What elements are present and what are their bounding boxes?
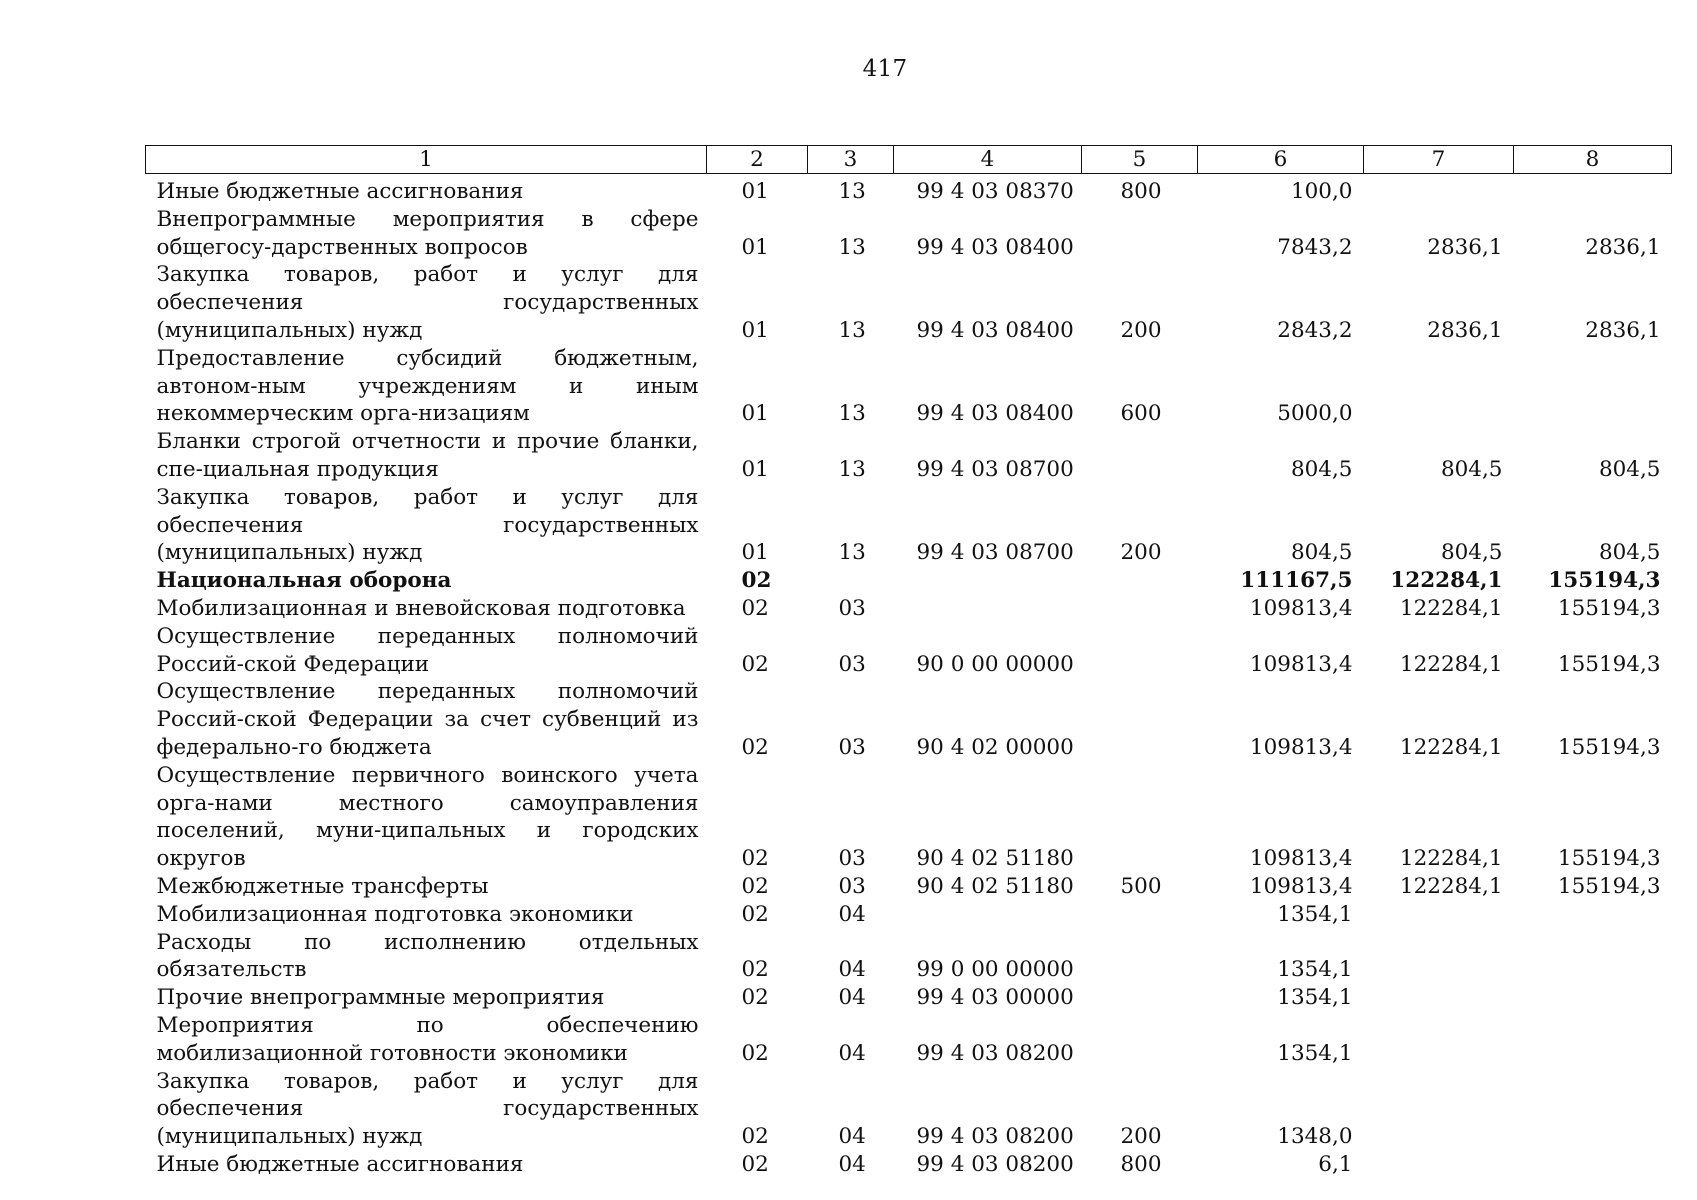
row-section: 01 xyxy=(741,317,769,343)
row-section: 02 xyxy=(741,568,772,594)
row-target-article: 99 4 03 08370 xyxy=(916,179,1074,204)
row-expense-type xyxy=(1082,595,1198,623)
row-section: 02 xyxy=(741,595,769,621)
row-name: Закупка товаров, работ и услуг для обеспечения государственных (муниципальных) нужд xyxy=(156,1068,699,1150)
row-target-article xyxy=(894,901,1082,929)
row-amount-6: 1354,1 xyxy=(1277,1040,1353,1066)
row-target-article: 99 4 03 08200 xyxy=(916,1040,1074,1066)
table-row xyxy=(146,901,1672,929)
row-target-article: 90 4 02 51180 xyxy=(916,846,1074,872)
row-subsection: 03 xyxy=(838,734,866,760)
row-amount-8 xyxy=(1514,345,1672,428)
row-amount-7: 122284,1 xyxy=(1399,873,1503,899)
row-amount-6: 109813,4 xyxy=(1249,734,1353,760)
page-number: 417 xyxy=(862,56,908,82)
row-amount-6: 1354,1 xyxy=(1277,957,1353,983)
row-amount-8: 804,5 xyxy=(1598,540,1661,566)
row-amount-8 xyxy=(1514,1068,1672,1151)
row-name: Осуществление первичного воинского учета орга-нами местного самоуправления поселений, муни-ципальных и городских округов xyxy=(156,762,699,872)
row-subsection: 03 xyxy=(838,595,866,621)
row-name: Закупка товаров, работ и услуг для обеспечения государственных (муниципальных) нужд xyxy=(156,484,699,566)
row-section: 02 xyxy=(741,651,769,677)
table-row xyxy=(146,762,1672,873)
row-amount-8 xyxy=(1514,174,1672,206)
row-amount-7: 122284,1 xyxy=(1399,734,1503,760)
table-row xyxy=(146,484,1672,567)
table-row xyxy=(146,678,1672,761)
row-expense-type: 200 xyxy=(1120,540,1162,566)
row-amount-8: 155194,3 xyxy=(1557,595,1661,621)
row-amount-6: 5000,0 xyxy=(1277,401,1353,427)
row-target-article: 99 4 03 08700 xyxy=(916,540,1074,566)
row-subsection: 04 xyxy=(838,1040,866,1066)
row-amount-8: 155194,3 xyxy=(1557,651,1661,677)
budget-table xyxy=(145,145,1672,1179)
row-amount-6: 1348,0 xyxy=(1277,1124,1353,1150)
header-row xyxy=(146,146,1672,174)
header-col-4: 4 xyxy=(894,146,1082,174)
row-name: Мероприятия по обеспечению мобилизационной готовности экономики xyxy=(156,1012,699,1066)
row-target-article: 90 4 02 00000 xyxy=(916,734,1074,760)
row-amount-7: 122284,1 xyxy=(1399,651,1503,677)
row-section: 01 xyxy=(741,456,769,482)
row-expense-type: 200 xyxy=(1120,1124,1162,1150)
row-subsection: 13 xyxy=(838,234,866,260)
header-col-5: 5 xyxy=(1082,146,1198,174)
row-expense-type xyxy=(1082,567,1198,595)
header-col-1: 1 xyxy=(146,146,707,174)
row-amount-7 xyxy=(1364,984,1514,1012)
row-amount-7: 122284,1 xyxy=(1399,595,1503,621)
row-amount-7: 804,5 xyxy=(1440,540,1503,566)
row-amount-7: 122284,1 xyxy=(1390,568,1503,594)
row-subsection: 13 xyxy=(838,540,866,566)
row-amount-8: 155194,3 xyxy=(1548,568,1661,594)
row-expense-type xyxy=(1082,678,1198,761)
row-name: Иные бюджетные ассигнования xyxy=(156,179,524,204)
row-amount-7 xyxy=(1364,345,1514,428)
row-name: Осуществление переданных полномочий Россий-ской Федерации xyxy=(156,623,699,677)
row-target-article: 99 4 03 00000 xyxy=(916,985,1074,1011)
row-name: Национальная оборона xyxy=(156,568,452,594)
row-subsection: 03 xyxy=(838,651,866,677)
row-subsection: 03 xyxy=(838,846,866,872)
row-section: 02 xyxy=(741,901,769,927)
header-col-6: 6 xyxy=(1198,146,1364,174)
row-amount-8: 804,5 xyxy=(1598,456,1661,482)
table-row xyxy=(146,428,1672,484)
row-expense-type xyxy=(1082,428,1198,484)
row-amount-8: 155194,3 xyxy=(1557,873,1661,899)
row-subsection: 13 xyxy=(838,456,866,482)
row-name: Осуществление переданных полномочий Россий-ской Федерации за счет субвенций из федерально-го бюджета xyxy=(156,679,699,760)
row-amount-7 xyxy=(1364,174,1514,206)
row-expense-type xyxy=(1082,762,1198,873)
row-amount-6: 109813,4 xyxy=(1249,846,1353,872)
row-section: 01 xyxy=(741,179,769,204)
row-expense-type: 800 xyxy=(1120,1151,1162,1177)
row-expense-type xyxy=(1082,206,1198,262)
row-amount-6: 2843,2 xyxy=(1277,317,1353,343)
row-target-article: 90 0 00 00000 xyxy=(916,651,1074,677)
row-target-article: 99 4 03 08400 xyxy=(916,401,1074,427)
row-amount-8 xyxy=(1514,1151,1672,1179)
table-row xyxy=(146,595,1672,623)
row-subsection: 04 xyxy=(838,985,866,1011)
row-amount-6: 1354,1 xyxy=(1277,985,1353,1011)
row-expense-type xyxy=(1082,929,1198,985)
row-expense-type xyxy=(1082,623,1198,679)
table-header xyxy=(146,146,1672,174)
row-amount-8 xyxy=(1514,1012,1672,1068)
row-amount-8 xyxy=(1514,901,1672,929)
row-target-article: 99 0 00 00000 xyxy=(916,957,1074,983)
row-subsection: 03 xyxy=(838,873,866,899)
row-section: 02 xyxy=(741,873,769,899)
row-section: 02 xyxy=(741,1151,769,1177)
row-amount-6: 111167,5 xyxy=(1240,568,1353,594)
row-target-article: 99 4 03 08400 xyxy=(916,317,1074,343)
header-col-7: 7 xyxy=(1364,146,1514,174)
row-section: 02 xyxy=(741,957,769,983)
table-row xyxy=(146,1151,1672,1179)
row-expense-type xyxy=(1082,1012,1198,1068)
table-row xyxy=(146,1068,1672,1151)
row-amount-6: 109813,4 xyxy=(1249,873,1353,899)
table-body xyxy=(146,174,1672,1179)
header-col-2: 2 xyxy=(707,146,808,174)
row-target-article: 99 4 03 08200 xyxy=(916,1124,1074,1150)
row-amount-8: 155194,3 xyxy=(1557,734,1661,760)
row-amount-6: 804,5 xyxy=(1290,456,1353,482)
table-row xyxy=(146,174,1672,206)
row-amount-7 xyxy=(1364,1068,1514,1151)
row-section: 02 xyxy=(741,846,769,872)
row-section: 01 xyxy=(741,401,769,427)
row-amount-7 xyxy=(1364,1151,1514,1179)
row-name: Иные бюджетные ассигнования xyxy=(156,1151,524,1177)
row-name: Предоставление субсидий бюджетным, автоном-ным учреждениям и иным некоммерческим орга-низациям xyxy=(156,345,699,427)
row-section: 01 xyxy=(741,234,769,260)
row-amount-8: 155194,3 xyxy=(1557,846,1661,872)
row-amount-6: 1354,1 xyxy=(1277,901,1353,927)
header-col-8: 8 xyxy=(1514,146,1672,174)
row-section: 02 xyxy=(741,985,769,1011)
table-row xyxy=(146,929,1672,985)
row-expense-type xyxy=(1082,901,1198,929)
row-expense-type: 200 xyxy=(1120,317,1162,343)
row-amount-6: 6,1 xyxy=(1318,1151,1353,1177)
row-subsection: 04 xyxy=(838,901,866,927)
row-target-article: 99 4 03 08400 xyxy=(916,234,1074,260)
row-amount-7 xyxy=(1364,901,1514,929)
row-section: 02 xyxy=(741,1124,769,1150)
row-amount-8 xyxy=(1514,929,1672,985)
row-amount-6: 109813,4 xyxy=(1249,651,1353,677)
row-name: Межбюджетные трансферты xyxy=(156,873,489,899)
row-expense-type: 600 xyxy=(1120,401,1162,427)
table-row xyxy=(146,1012,1672,1068)
row-section: 02 xyxy=(741,734,769,760)
row-subsection xyxy=(808,567,894,595)
row-expense-type: 800 xyxy=(1120,179,1162,204)
row-subsection: 13 xyxy=(838,401,866,427)
row-amount-7: 2836,1 xyxy=(1427,234,1503,260)
row-amount-8 xyxy=(1514,984,1672,1012)
row-name: Мобилизационная и вневойсковая подготовка xyxy=(156,595,686,621)
row-expense-type: 500 xyxy=(1120,873,1162,899)
row-section: 02 xyxy=(741,1040,769,1066)
row-name: Расходы по исполнению отдельных обязательств xyxy=(156,929,699,983)
row-target-article: 99 4 03 08200 xyxy=(916,1151,1074,1177)
row-amount-8: 2836,1 xyxy=(1585,234,1661,260)
row-name: Внепрограммные мероприятия в сфере общегосу-дарственных вопросов xyxy=(156,206,699,260)
table-row xyxy=(146,873,1672,901)
row-subsection: 04 xyxy=(838,1124,866,1150)
row-target-article xyxy=(894,595,1082,623)
table-row xyxy=(146,261,1672,344)
row-amount-7: 2836,1 xyxy=(1427,317,1503,343)
row-amount-8: 2836,1 xyxy=(1585,317,1661,343)
row-amount-7 xyxy=(1364,1012,1514,1068)
row-name: Прочие внепрограммные мероприятия xyxy=(156,985,605,1011)
row-target-article xyxy=(894,567,1082,595)
row-amount-6: 804,5 xyxy=(1290,540,1353,566)
row-amount-6: 100,0 xyxy=(1290,179,1353,204)
table-row xyxy=(146,984,1672,1012)
table-row xyxy=(146,567,1672,595)
table-row xyxy=(146,206,1672,262)
table-row xyxy=(146,623,1672,679)
row-amount-6: 7843,2 xyxy=(1277,234,1353,260)
row-amount-7: 804,5 xyxy=(1440,456,1503,482)
row-amount-7 xyxy=(1364,929,1514,985)
row-target-article: 90 4 02 51180 xyxy=(916,873,1074,899)
row-subsection: 13 xyxy=(838,317,866,343)
row-name: Бланки строгой отчетности и прочие бланки, спе-циальная продукция xyxy=(156,429,699,482)
row-target-article: 99 4 03 08700 xyxy=(916,456,1074,482)
row-expense-type xyxy=(1082,984,1198,1012)
row-subsection: 13 xyxy=(838,179,866,204)
row-amount-6: 109813,4 xyxy=(1249,595,1353,621)
table-row xyxy=(146,345,1672,428)
row-amount-7: 122284,1 xyxy=(1399,846,1503,872)
row-subsection: 04 xyxy=(838,1151,866,1177)
row-section: 01 xyxy=(741,540,769,566)
row-name: Закупка товаров, работ и услуг для обеспечения государственных (муниципальных) нужд xyxy=(156,262,699,343)
row-name: Мобилизационная подготовка экономики xyxy=(156,901,634,927)
header-col-3: 3 xyxy=(808,146,894,174)
row-subsection: 04 xyxy=(838,957,866,983)
